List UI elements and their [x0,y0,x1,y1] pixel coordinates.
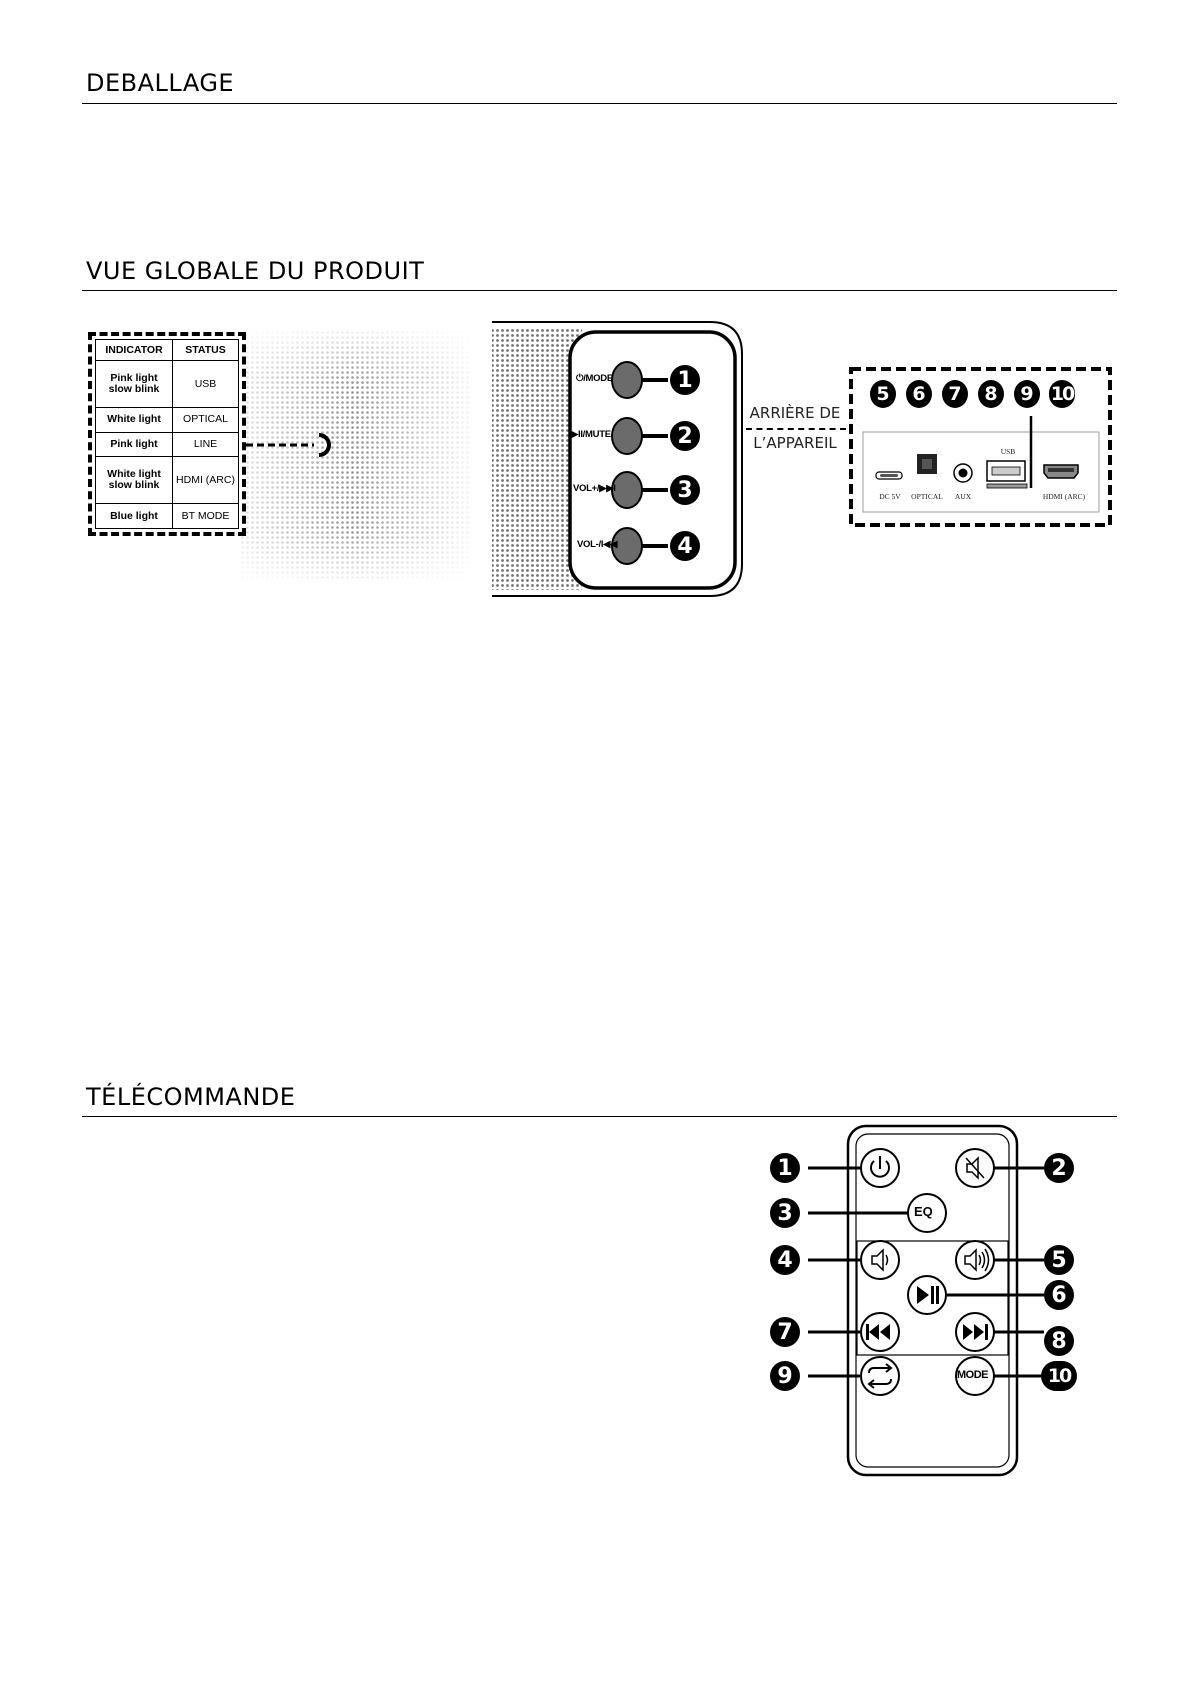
speaker-side-panel [490,318,745,600]
mode-button-label: MODE [957,1369,988,1381]
callout-number-badge: 1 [670,365,700,395]
indicator-light: White light slow blink [96,457,173,504]
callout-number-badge: 2 [1044,1153,1074,1183]
callout-number-badge: 3 [770,1198,800,1228]
indicator-status: HDMI (ARC) [173,457,239,504]
port-label-usb: USB [1000,447,1016,456]
callout-divider [746,428,846,430]
section-title-overview: VUE GLOBALE DU PRODUIT [86,257,425,285]
indicator-table-box [88,332,246,536]
rear-callout-line1: ARRIÈRE DE [749,404,841,422]
indicator-light: Pink light slow blink [96,361,173,408]
rear-callout-line2: L’APPAREIL [753,434,837,452]
side-button-label: ⏻/MODE [576,373,613,384]
led-indicator [244,425,344,465]
indicator-status: OPTICAL [173,408,239,433]
callout-number-badge: 4 [770,1245,800,1275]
section-title-unpacking: DEBALLAGE [86,69,235,97]
table-header: INDICATOR [96,340,173,361]
port-label-dc: DC 5V [879,492,901,501]
table-row [96,361,239,408]
section-title-remote: TÉLÉCOMMANDE [86,1083,296,1111]
section-rule [82,290,1117,291]
indicator-table [95,339,239,529]
callout-number-badge: 9 [1014,380,1040,408]
callout-number-badge: 10 [1049,380,1075,408]
callout-number-badge: 5 [1044,1245,1074,1275]
indicator-status: USB [173,361,239,408]
indicator-light: White light [96,408,173,433]
indicator-light: Blue light [96,504,173,529]
callout-number-badge: 6 [1044,1280,1074,1310]
callout-number-badge: 8 [978,380,1004,408]
callout-number-badge: 8 [1044,1326,1074,1356]
indicator-light: Pink light [96,432,173,457]
side-button-label: VOL+/▶▶I [573,483,616,494]
table-header: STATUS [173,340,239,361]
port-label-aux: AUX [954,492,972,501]
port-label-hdmi: HDMI (ARC) [1042,492,1086,501]
callout-number-badge: 9 [770,1361,800,1391]
section-rule [82,1116,1117,1117]
indicator-status: LINE [173,432,239,457]
callout-number-badge: 5 [870,380,896,408]
table-row [96,504,239,529]
indicator-status: BT MODE [173,504,239,529]
callout-number-badge: 6 [906,380,932,408]
side-button-label: VOL-/I◀◀ [577,539,618,550]
callout-number-badge: 10 [1041,1361,1077,1391]
callout-number-badge: 7 [770,1317,800,1347]
table-row [96,432,239,457]
section-rule [82,103,1117,104]
callout-number-badge: 4 [670,531,700,561]
port-label-optical: OPTICAL [911,492,943,501]
remote-leader-lines [800,1150,1070,1390]
callout-number-badge: 7 [942,380,968,408]
callout-number-badge: 2 [670,421,700,451]
table-row [96,408,239,433]
callout-number-badge: 1 [770,1153,800,1183]
callout-number-badge: 3 [670,475,700,505]
table-row [96,457,239,504]
side-button-label: ▶II/MUTE [571,429,611,440]
eq-button-label: EQ [914,1204,933,1219]
